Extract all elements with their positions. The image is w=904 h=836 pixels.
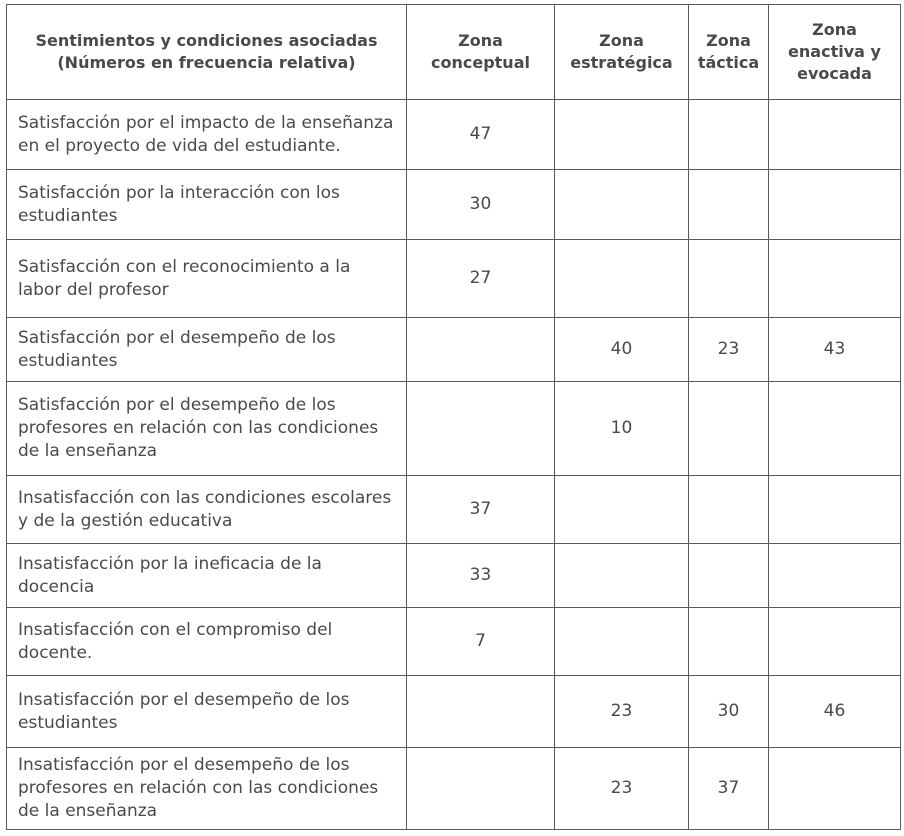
cell-zona-estrategica bbox=[555, 170, 689, 240]
cell-zona-estrategica bbox=[555, 100, 689, 170]
table-row bbox=[7, 476, 901, 544]
header-zona-enactiva: Zona enactiva y evocada bbox=[769, 5, 901, 100]
row-label: Satisfacción por el desempeño de los estudiantes bbox=[7, 318, 407, 382]
cell-zona-conceptual: 37 bbox=[407, 476, 555, 544]
cell-zona-conceptual bbox=[407, 318, 555, 382]
cell-zona-tactica bbox=[689, 170, 769, 240]
cell-zona-enactiva bbox=[769, 170, 901, 240]
cell-zona-conceptual: 27 bbox=[407, 240, 555, 318]
cell-zona-tactica bbox=[689, 544, 769, 608]
cell-zona-conceptual bbox=[407, 382, 555, 476]
cell-zona-conceptual: 30 bbox=[407, 170, 555, 240]
cell-zona-enactiva bbox=[769, 382, 901, 476]
row-label: Insatisfacción con el compromiso del docente. bbox=[7, 608, 407, 676]
header-row bbox=[7, 5, 901, 100]
table-row bbox=[7, 100, 901, 170]
cell-zona-tactica bbox=[689, 382, 769, 476]
cell-zona-estrategica bbox=[555, 476, 689, 544]
table-row bbox=[7, 544, 901, 608]
cell-zona-conceptual: 7 bbox=[407, 608, 555, 676]
cell-zona-conceptual bbox=[407, 676, 555, 748]
cell-zona-estrategica: 10 bbox=[555, 382, 689, 476]
cell-zona-estrategica bbox=[555, 240, 689, 318]
cell-zona-estrategica: 23 bbox=[555, 676, 689, 748]
table-row bbox=[7, 608, 901, 676]
row-label: Insatisfacción por el desempeño de los profesores en relación con las condiciones de la enseñanza bbox=[7, 748, 407, 830]
table-row bbox=[7, 240, 901, 318]
cell-zona-enactiva: 43 bbox=[769, 318, 901, 382]
header-zona-tactica: Zona táctica bbox=[689, 5, 769, 100]
cell-zona-enactiva bbox=[769, 240, 901, 318]
row-label: Satisfacción con el reconocimiento a la labor del profesor bbox=[7, 240, 407, 318]
row-label: Insatisfacción por el desempeño de los estudiantes bbox=[7, 676, 407, 748]
table-row bbox=[7, 748, 901, 830]
cell-zona-estrategica: 40 bbox=[555, 318, 689, 382]
cell-zona-conceptual: 47 bbox=[407, 100, 555, 170]
cell-zona-conceptual: 33 bbox=[407, 544, 555, 608]
row-label: Insatisfacción por la ineficacia de la docencia bbox=[7, 544, 407, 608]
cell-zona-conceptual bbox=[407, 748, 555, 830]
cell-zona-estrategica bbox=[555, 544, 689, 608]
cell-zona-tactica bbox=[689, 608, 769, 676]
header-zona-estrategica: Zona estratégica bbox=[555, 5, 689, 100]
frequency-table bbox=[6, 4, 901, 830]
cell-zona-tactica: 23 bbox=[689, 318, 769, 382]
cell-zona-estrategica bbox=[555, 608, 689, 676]
cell-zona-tactica bbox=[689, 100, 769, 170]
cell-zona-estrategica: 23 bbox=[555, 748, 689, 830]
row-label: Satisfacción por la interacción con los estudiantes bbox=[7, 170, 407, 240]
table-row bbox=[7, 318, 901, 382]
cell-zona-tactica bbox=[689, 476, 769, 544]
cell-zona-enactiva bbox=[769, 608, 901, 676]
cell-zona-enactiva bbox=[769, 748, 901, 830]
row-label: Satisfacción por el impacto de la enseñanza en el proyecto de vida del estudiante. bbox=[7, 100, 407, 170]
table-row bbox=[7, 170, 901, 240]
cell-zona-tactica: 30 bbox=[689, 676, 769, 748]
cell-zona-tactica bbox=[689, 240, 769, 318]
header-zona-conceptual: Zona conceptual bbox=[407, 5, 555, 100]
cell-zona-enactiva bbox=[769, 476, 901, 544]
cell-zona-enactiva bbox=[769, 544, 901, 608]
cell-zona-enactiva: 46 bbox=[769, 676, 901, 748]
table-row bbox=[7, 676, 901, 748]
table-row bbox=[7, 382, 901, 476]
row-label: Satisfacción por el desempeño de los profesores en relación con las condiciones de la enseñanza bbox=[7, 382, 407, 476]
cell-zona-enactiva bbox=[769, 100, 901, 170]
header-sentiments: Sentimientos y condiciones asociadas (Números en frecuencia relativa) bbox=[7, 5, 407, 100]
cell-zona-tactica: 37 bbox=[689, 748, 769, 830]
row-label: Insatisfacción con las condiciones escolares y de la gestión educativa bbox=[7, 476, 407, 544]
